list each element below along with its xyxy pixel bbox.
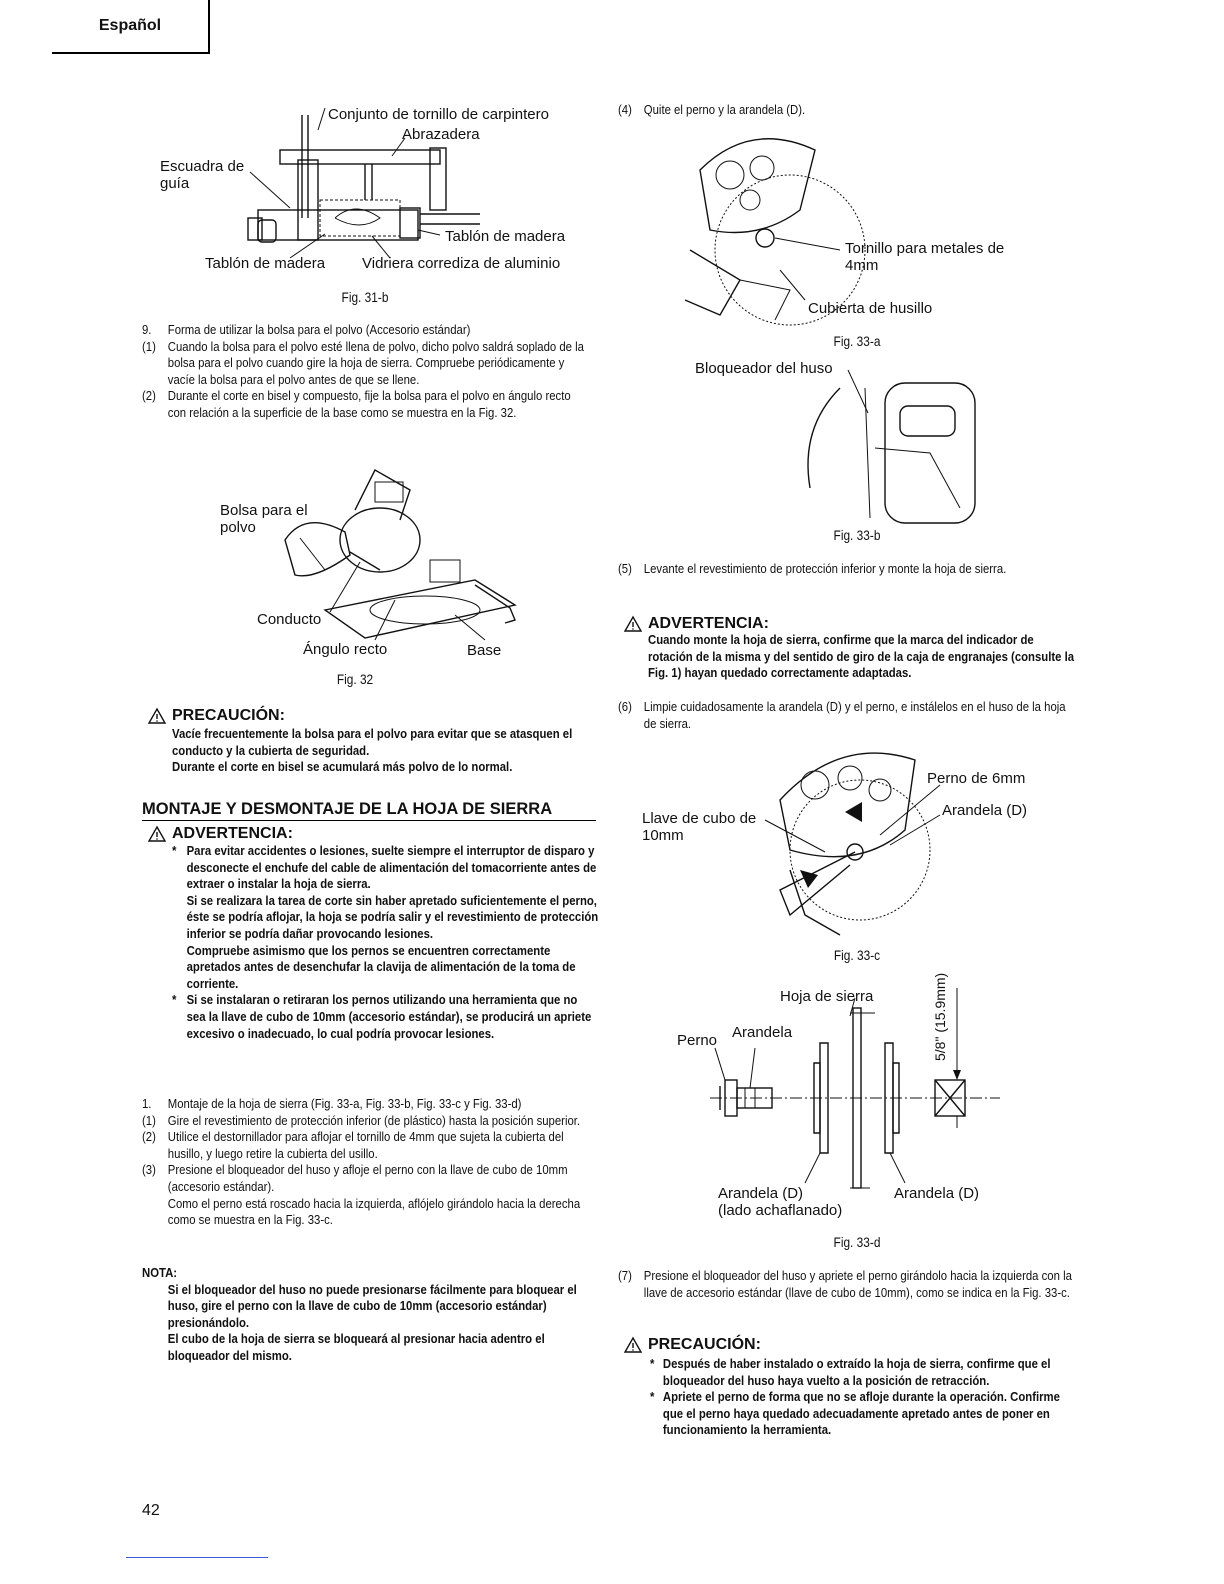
label-conjunto-tornillo: Conjunto de tornillo de carpintero — [328, 106, 549, 123]
precaucion-2-body — [650, 1356, 1080, 1439]
step-2 — [142, 1129, 594, 1162]
label-lado-achaflanado: (lado achaflanado) — [718, 1202, 843, 1219]
left-items-block — [142, 322, 662, 422]
fig-33b — [690, 358, 990, 528]
caption-fig-33b: Fig. 33-b — [833, 528, 881, 543]
step-4-text: Quite el perno y la arandela (D). — [643, 102, 806, 117]
nota-title: NOTA: — [142, 1265, 178, 1280]
language-tab: Español — [52, 0, 210, 54]
step-1-text: Montaje de la hoja de sierra (Fig. 33-a, Fig. 33-b, Fig. 33-c y Fig. 33-d) — [167, 1096, 522, 1111]
label-cubierta-husillo: Cubierta de husillo — [808, 300, 933, 317]
step-3-text2: Como el perno está roscado hacia la izquierda, aflójelo girándolo hacia la derecha como se muestra en la Fig. 33-c. — [167, 1195, 581, 1228]
label-vidriera-aluminio: Vidriera corrediza de aluminio — [362, 255, 561, 272]
precaucion-1-line1: Vacíe frecuentemente la bolsa para el polvo para evitar que se atasquen el conducto y la cubierta de seguridad. — [172, 726, 573, 758]
label-llave-cubo: Llave de cubo de 10mm — [642, 810, 757, 844]
page-number: 42 — [142, 1502, 160, 1519]
label-conducto: Conducto — [257, 611, 322, 628]
label-bloqueador-huso: Bloqueador del huso — [695, 360, 833, 377]
caption-fig-32: Fig. 32 — [336, 672, 374, 687]
item-9-text: Forma de utilizar la bolsa para el polvo (Accesorio estándar) — [167, 322, 471, 337]
label-bolsa-polvo: Bolsa para el polvo — [220, 502, 308, 536]
item-9-1-text: Cuando la bolsa para el polvo esté llena de polvo, dicho polvo saldrá soplado de la bolsa para el polvo cuando gire la hoja de sierra. Compruebe periódicamente y vacíe la bolsa para el polvo antes de que se llene. — [167, 338, 584, 387]
label-arandela-d-1: Arandela (D) — [718, 1185, 804, 1202]
warning-triangle-icon — [148, 708, 166, 724]
footer-rule — [126, 1557, 268, 1558]
label-angulo-recto: Ángulo recto — [303, 641, 388, 658]
warning-triangle-icon — [624, 616, 642, 632]
fig-33a — [680, 130, 1020, 330]
caption-fig-33d: Fig. 33-d — [833, 1235, 881, 1250]
fig-33d — [670, 968, 1030, 1228]
label-base: Base — [467, 642, 502, 659]
advertencia-1-b1-p3: Compruebe asimismo que los pernos se encuentren correctamente apretados antes de desenchufar la clavija de alimentación de la toma de corriente. — [186, 942, 576, 991]
label-perno-6mm: Perno de 6mm — [927, 770, 1026, 787]
advertencia-1-heading — [148, 825, 293, 843]
advertencia-1-b1-p1: Para evitar accidentes o lesiones, suelte siempre el interruptor de disparo y desconecte el enchufe del cable de alimentación del tomacorriente antes de extraer o instalar la hoja de sierra. — [186, 843, 597, 892]
step-1-num: 1. — [142, 1096, 152, 1111]
caption-fig-31b: Fig. 31-b — [341, 290, 389, 305]
step-2-text: Utilice el destornillador para aflojar el tornillo de 4mm que sujeta la cubierta del husillo, y luego retire la cubierta del usillo. — [167, 1129, 564, 1161]
right-step-6 — [618, 699, 1078, 732]
right-step-7 — [618, 1268, 1078, 1301]
advertencia-2-text: Cuando monte la hoja de sierra, confirme que la marca del indicador de rotación de la misma y del sentido de giro de la caja de engranajes (consulte la Fig. 1) hayan quedado correctamente adaptadas. — [648, 632, 1075, 681]
precaucion-2-heading — [624, 1336, 761, 1354]
item-9 — [142, 322, 589, 339]
advertencia-1-body — [172, 843, 662, 1042]
right-step-5 — [618, 561, 1078, 578]
precaucion-1-title: PRECAUCIÓN: — [172, 707, 285, 724]
precaucion-2-b2: Apriete el perno de forma que no se afloje durante la operación. Confirme que el perno haya quedado adecuadamente apretado antes de poner en funcionamiento la herramienta. — [662, 1389, 1060, 1438]
fig-33b-drawing — [690, 358, 990, 528]
label-escuadra-guia: Escuadra de guía — [160, 158, 245, 192]
advertencia-2-heading — [624, 615, 769, 633]
fig-33c — [640, 740, 1060, 940]
item-9-2 — [142, 388, 589, 421]
fig-31b — [150, 100, 600, 280]
item-9-1-num: (1) — [142, 338, 156, 354]
step-4-num: (4) — [618, 102, 632, 117]
label-hoja-sierra: Hoja de sierra — [780, 988, 874, 1005]
label-tablon-madera-left: Tablón de madera — [205, 255, 326, 272]
step-5-text: Levante el revestimiento de protección inferior y monte la hoja de sierra. — [643, 561, 1007, 576]
caption-fig-33a: Fig. 33-a — [833, 334, 881, 349]
advertencia-1-b2: Si se instalaran o retiraran los pernos utilizando una herramienta que no sea la llave de cubo de 10mm (accesorio estándar), se producirá un apriete excesivo o inadecuado, lo cual podría provocar lesiones. — [186, 992, 592, 1041]
item-9-1 — [142, 339, 589, 389]
label-arandela-d-2: Arandela (D) — [894, 1185, 980, 1202]
step-7-num: (7) — [618, 1268, 632, 1283]
caption-fig-33c: Fig. 33-c — [833, 948, 881, 963]
step-6-num: (6) — [618, 699, 632, 714]
advertencia-2-body — [648, 632, 1078, 682]
label-dimension: 5/8" (15.9mm) — [932, 972, 948, 1061]
montaje-steps — [142, 1096, 662, 1229]
label-abrazadera: Abrazadera — [402, 126, 480, 143]
item-9-num: 9. — [142, 322, 152, 337]
item-9-2-num: (2) — [142, 388, 156, 404]
label-arandela-d: Arandela (D) — [942, 802, 1028, 819]
nota-p2: El cubo de la hoja de sierra se bloqueará al presionar hacia adentro el bloqueador del mismo. — [167, 1331, 545, 1363]
step-1 — [142, 1096, 594, 1113]
step-3 — [142, 1162, 594, 1228]
step-1-1-text: Gire el revestimiento de protección inferior (de plástico) hasta la posición superior. — [167, 1112, 581, 1128]
nota-body — [142, 1282, 594, 1365]
precaucion-1-body — [172, 726, 662, 776]
item-9-2-text: Durante el corte en bisel y compuesto, fije la bolsa para el polvo en ángulo recto con relación a la superficie de la base como se muestra en la Fig. 32. — [167, 388, 571, 420]
step-5-num: (5) — [618, 561, 632, 576]
precaucion-2-title: PRECAUCIÓN: — [648, 1336, 761, 1353]
step-7-text: Presione el bloqueador del huso y apriete el perno girándolo hacia la izquierda con la llave de accesorio estándar (llave de cubo de 10mm), como se indica en la Fig. 33-c. — [643, 1268, 1072, 1300]
label-perno: Perno — [677, 1032, 718, 1049]
step-6-text: Limpie cuidadosamente la arandela (D) y el perno, e instálelos en el huso de la hoja de sierra. — [643, 699, 1066, 731]
fig-32-drawing — [215, 460, 535, 660]
label-arandela: Arandela — [732, 1024, 793, 1041]
label-tablon-madera-right: Tablón de madera — [445, 228, 566, 245]
step-1-1-num: (1) — [142, 1112, 156, 1128]
advertencia-1-b1-p2: Si se realizara la tarea de corte sin haber apretado suficientemente el perno, éste se podría aflojar, la hoja se podría salir y el revestimiento de protección inferior se podría dañar provocando lesiones. — [186, 892, 599, 941]
step-3-text: Presione el bloqueador del huso y afloje el perno con la llave de cubo de 10mm (accesorio estándar). — [167, 1162, 568, 1194]
nota-p1: Si el bloqueador del huso no puede presionarse fácilmente para bloquear el huso, gire el perno con la llave de cubo de 10mm (accesorio estándar) presionándolo. — [167, 1281, 577, 1330]
advertencia-1-title: ADVERTENCIA: — [172, 825, 293, 842]
step-2-num: (2) — [142, 1129, 156, 1145]
fig-32 — [215, 460, 535, 660]
right-step-4 — [618, 102, 1078, 119]
precaucion-1-heading — [148, 707, 285, 725]
precaucion-2-bullet-2: * Apriete el perno de forma que no se afloje durante la operación. Confirme que el perno haya quedado adecuadamente apretado antes de poner en funcionamiento la herramienta. — [650, 1389, 1060, 1438]
step-1-1 — [142, 1113, 594, 1130]
precaucion-2-b1: Después de haber instalado o extraído la hoja de sierra, confirme que el bloqueador del huso haya vuelto a la posición de retracción. — [662, 1356, 1051, 1388]
step-3-num: (3) — [142, 1162, 156, 1178]
section-title: MONTAJE Y DESMONTAJE DE LA HOJA DE SIERRA — [142, 800, 596, 821]
advertencia-1-bullet-1: * Para evitar accidentes o lesiones, suelte siempre el interruptor de disparo y desconecte el enchufe del cable de alimentación del tomacorriente antes de extraer o instalar la hoja de sierra. Si se realizara la tarea de corte sin haber apretado suficientemente el perno, éste se podría aflojar, la hoja se podría salir y el revestimiento de protección inferior se podría dañar provocando lesiones. Compruebe asimismo que los pernos se encuentren correctamente apretados antes de desenchufar la clavija de alimentación de la toma de corriente. — [172, 843, 599, 991]
advertencia-2-title: ADVERTENCIA: — [648, 615, 769, 632]
label-tornillo-metales: Tornillo para metales de 4mm — [845, 240, 1005, 274]
nota-block — [142, 1265, 662, 1365]
warning-triangle-icon — [624, 1337, 642, 1353]
precaucion-2-bullet-1: * Después de haber instalado o extraído la hoja de sierra, confirme que el bloqueador del huso haya vuelto a la posición de retracción. — [650, 1356, 1051, 1388]
warning-triangle-icon — [148, 826, 166, 842]
precaucion-1-line2: Durante el corte en bisel se acumulará más polvo de lo normal. — [172, 759, 513, 775]
advertencia-1-bullet-2: * Si se instalaran o retiraran los pernos utilizando una herramienta que no sea la llave de cubo de 10mm (accesorio estándar), se producirá un apriete excesivo o inadecuado, lo cual podría provocar lesiones. — [172, 992, 599, 1042]
